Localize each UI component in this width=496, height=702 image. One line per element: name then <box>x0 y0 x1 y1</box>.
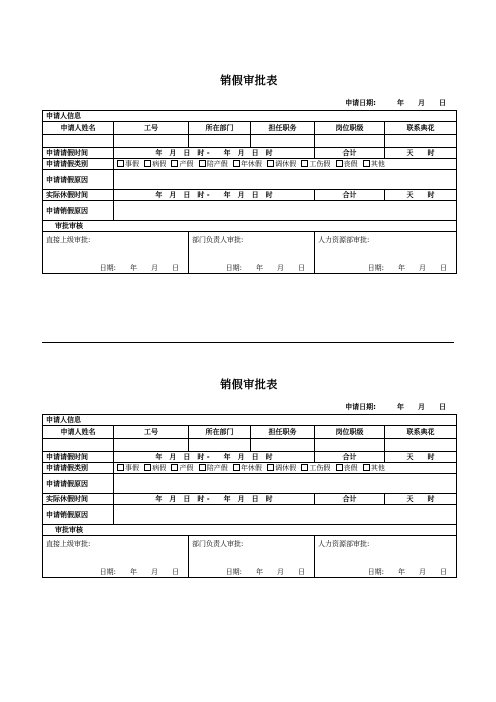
sign-date: 日期: 年 月 日 <box>367 264 447 272</box>
leave-type-option[interactable]: 丧假 <box>336 464 358 472</box>
apply-date-line: 申请日期: 年 月 日 <box>345 403 446 411</box>
total-label: 合计 <box>315 148 385 159</box>
contact-field[interactable] <box>385 135 457 148</box>
col-applicant-name: 申请人姓名 <box>43 426 114 439</box>
leave-reason-field[interactable] <box>114 170 457 190</box>
col-applicant-name: 申请人姓名 <box>43 122 114 135</box>
col-department: 所在部门 <box>189 122 251 135</box>
col-employee-id: 工号 <box>114 122 189 135</box>
col-employee-id: 工号 <box>114 426 189 439</box>
actual-total-field[interactable]: 天 时 <box>385 494 457 505</box>
checkbox-icon[interactable] <box>171 464 178 471</box>
total-field[interactable]: 天 时 <box>385 452 457 463</box>
cancel-reason-field[interactable] <box>114 505 457 525</box>
employee-id-field[interactable] <box>114 439 189 452</box>
actual-time-label: 实际休假时间 <box>43 190 114 201</box>
leave-type-option[interactable]: 产假 <box>171 160 193 168</box>
col-contact: 联系典花 <box>385 122 457 135</box>
leave-type-option[interactable]: 其他 <box>363 160 385 168</box>
leave-type-options <box>114 463 457 474</box>
applicant-name-field[interactable] <box>43 135 114 148</box>
leave-type-option[interactable]: 丧假 <box>336 160 358 168</box>
actual-time-field[interactable]: 年 月 日 时 - 年 月 日 时 <box>114 190 315 201</box>
checkbox-icon[interactable] <box>144 464 151 471</box>
leave-reason-field[interactable] <box>114 474 457 494</box>
checkbox-icon[interactable] <box>336 160 343 167</box>
applicant-name-field[interactable] <box>43 439 114 452</box>
actual-total-label: 合计 <box>315 494 385 505</box>
job-grade-field[interactable] <box>315 439 385 452</box>
leave-type-option[interactable]: 调休假 <box>267 464 296 472</box>
form-title: 销假审批表 <box>220 74 278 87</box>
direct-supervisor-approval[interactable]: 直接上级审批: 日期: 年 月 日 <box>43 232 189 274</box>
col-position: 担任职务 <box>251 426 315 439</box>
position-field[interactable] <box>251 135 315 148</box>
hr-approval[interactable]: 人力资源部审批: 日期: 年 月 日 <box>315 232 457 274</box>
checkbox-icon[interactable] <box>267 160 274 167</box>
leave-cancel-form-2 <box>42 376 456 578</box>
checkbox-icon[interactable] <box>336 464 343 471</box>
hr-approval[interactable]: 人力资源部审批: 日期: 年 月 日 <box>315 536 457 578</box>
department-head-approval[interactable]: 部门负责人审批: 日期: 年 月 日 <box>189 536 315 578</box>
checkbox-icon[interactable] <box>301 160 308 167</box>
leave-type-option[interactable]: 陪产假 <box>199 464 228 472</box>
checkbox-icon[interactable] <box>363 160 370 167</box>
leave-time-field[interactable]: 年 月 日 时 - 年 月 日 时 <box>114 452 315 463</box>
leave-reason-label: 申请请假原因 <box>43 170 114 190</box>
checkbox-icon[interactable] <box>199 160 206 167</box>
leave-type-option[interactable]: 其他 <box>363 464 385 472</box>
leave-type-option[interactable]: 事假 <box>117 160 139 168</box>
col-department: 所在部门 <box>189 426 251 439</box>
leave-type-option[interactable]: 工伤假 <box>301 464 330 472</box>
actual-total-field[interactable]: 天 时 <box>385 190 457 201</box>
form-table <box>42 110 457 274</box>
apply-date-line: 申请日期: 年 月 日 <box>345 99 446 107</box>
checkbox-icon[interactable] <box>233 464 240 471</box>
leave-time-label: 申请请假时间 <box>43 148 114 159</box>
cancel-reason-label: 申请销假原因 <box>43 505 114 525</box>
leave-time-label: 申请请假时间 <box>43 452 114 463</box>
leave-type-option[interactable]: 年休假 <box>233 464 262 472</box>
contact-field[interactable] <box>385 439 457 452</box>
leave-type-label: 申请请假类别 <box>43 463 114 474</box>
applicant-info-header: 申请人信息 <box>43 111 457 122</box>
cancel-reason-field[interactable] <box>114 201 457 221</box>
leave-type-option[interactable]: 产假 <box>171 464 193 472</box>
col-job-grade: 岗位职级 <box>315 122 385 135</box>
leave-time-field[interactable]: 年 月 日 时 - 年 月 日 时 <box>114 148 315 159</box>
leave-reason-label: 申请请假原因 <box>43 474 114 494</box>
review-header: 审批审核 <box>43 221 457 232</box>
direct-supervisor-approval[interactable]: 直接上级审批: 日期: 年 月 日 <box>43 536 189 578</box>
cancel-reason-label: 申请销假原因 <box>43 201 114 221</box>
actual-total-label: 合计 <box>315 190 385 201</box>
total-field[interactable]: 天 时 <box>385 148 457 159</box>
leave-type-options <box>114 159 457 170</box>
leave-type-option[interactable]: 病假 <box>144 160 166 168</box>
checkbox-icon[interactable] <box>363 464 370 471</box>
col-job-grade: 岗位职级 <box>315 426 385 439</box>
col-position: 担任职务 <box>251 122 315 135</box>
applicant-info-header: 申请人信息 <box>43 415 457 426</box>
employee-id-field[interactable] <box>114 135 189 148</box>
actual-time-label: 实际休假时间 <box>43 494 114 505</box>
leave-type-option[interactable]: 陪产假 <box>199 160 228 168</box>
review-header: 审批审核 <box>43 525 457 536</box>
checkbox-icon[interactable] <box>117 464 124 471</box>
department-field[interactable] <box>189 439 251 452</box>
checkbox-icon[interactable] <box>301 464 308 471</box>
divider-line <box>42 342 454 343</box>
leave-type-option[interactable]: 事假 <box>117 464 139 472</box>
department-head-approval[interactable]: 部门负责人审批: 日期: 年 月 日 <box>189 232 315 274</box>
leave-type-option[interactable]: 病假 <box>144 464 166 472</box>
checkbox-icon[interactable] <box>267 464 274 471</box>
actual-time-field[interactable]: 年 月 日 时 - 年 月 日 时 <box>114 494 315 505</box>
sign-date: 日期: 年 月 日 <box>225 264 305 272</box>
leave-type-option[interactable]: 年休假 <box>233 160 262 168</box>
col-contact: 联系典花 <box>385 426 457 439</box>
checkbox-icon[interactable] <box>144 160 151 167</box>
checkbox-icon[interactable] <box>233 160 240 167</box>
sign-date: 日期: 年 月 日 <box>367 568 447 576</box>
leave-type-option[interactable]: 工伤假 <box>301 160 330 168</box>
sign-date: 日期: 年 月 日 <box>225 568 305 576</box>
leave-type-label: 申请请假类别 <box>43 159 114 170</box>
sign-date: 日期: 年 月 日 <box>99 568 179 576</box>
department-field[interactable] <box>189 135 251 148</box>
position-field[interactable] <box>251 439 315 452</box>
sign-date: 日期: 年 月 日 <box>99 264 179 272</box>
total-label: 合计 <box>315 452 385 463</box>
checkbox-icon[interactable] <box>199 464 206 471</box>
checkbox-icon[interactable] <box>117 160 124 167</box>
leave-type-option[interactable]: 调休假 <box>267 160 296 168</box>
form-table <box>42 414 457 578</box>
form-title: 销假审批表 <box>220 378 278 391</box>
job-grade-field[interactable] <box>315 135 385 148</box>
checkbox-icon[interactable] <box>171 160 178 167</box>
leave-cancel-form-1 <box>42 72 456 274</box>
